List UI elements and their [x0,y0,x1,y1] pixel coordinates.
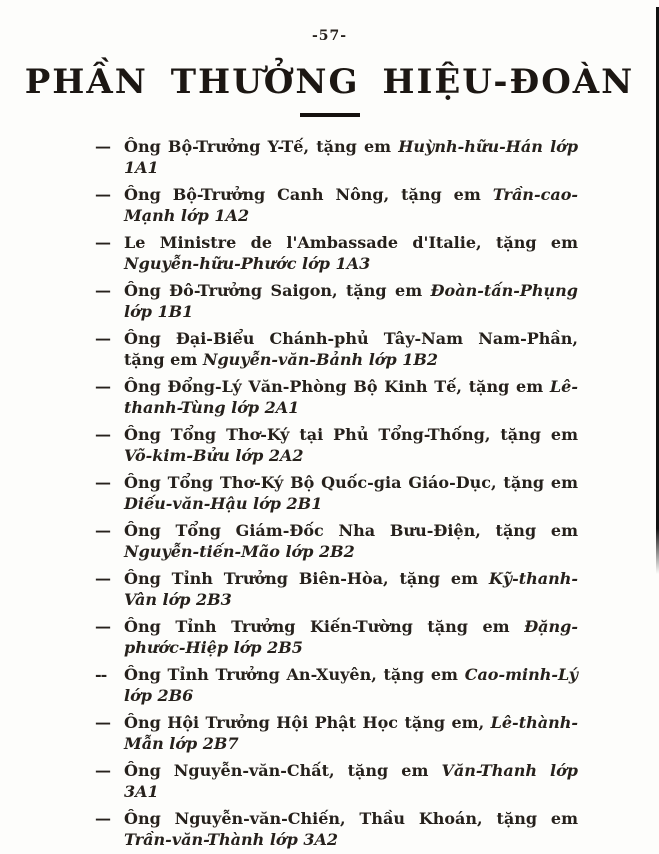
item-dash: — [95,473,110,492]
item-dash: — [95,617,110,636]
donor-text: Ông Đại-Biểu Chánh-phủ Tây-Nam Nam-Phần, tặng em [124,329,578,369]
page-title: PHẦN THƯỞNG HIỆU-ĐOÀN [24,62,635,102]
item-dash: -- [95,665,107,684]
recipient-name: Trần-văn-Thành lớp 3A2 [124,830,339,849]
recipient-name: Huỳnh-hữu-Hán lớp 1A1 [124,137,579,177]
recipient-name: Võ-kim-Bửu lớp 2A2 [124,446,304,465]
recipient-name: Đặng-phước-Hiệp lớp 2B5 [124,617,578,657]
recipient-name: Lê-thanh-Tùng lớp 2A1 [124,377,578,417]
recipient-name: Lê-thành-Mẫn lớp 2B7 [124,713,578,753]
recipient-name: Kỹ-thanh-Vân lớp 2B3 [124,569,579,609]
item-dash: — [95,809,110,828]
award-list-item [95,808,578,850]
donor-text: Ông Đô-Trưởng Saigon, tặng em [124,281,423,300]
page-number: -57- [311,28,348,44]
recipient-name: Nguyễn-văn-Bảnh lớp 1B2 [202,350,438,369]
award-list-item [95,760,578,802]
award-list-item [95,472,578,514]
award-list-item [95,184,578,226]
donor-text: Le Ministre de l'Ambassade d'Italie, tặng em [124,233,578,252]
title-divider [300,113,360,117]
award-list-item [95,232,578,274]
item-dash: — [95,329,110,348]
award-list-item [95,376,578,418]
award-list-item [95,664,578,706]
item-dash: — [95,521,110,540]
donor-text: Ông Nguyễn-văn-Chất, tặng em [124,761,429,780]
donor-text: Ông Tổng Thơ-Ký Bộ Quốc-gia Giáo-Dục, tặng em [124,473,578,492]
donor-text: Ông Nguyễn-văn-Chiến, Thầu Khoán, tặng em [124,809,578,828]
item-dash: — [95,233,110,252]
award-list-item [95,136,578,178]
award-list [95,136,578,850]
award-list-item [95,568,578,610]
item-dash: — [95,185,110,204]
award-list-item [95,712,578,754]
donor-text: Ông Tỉnh Trưởng An-Xuyên, tặng em [124,665,458,684]
item-dash: — [95,713,110,732]
recipient-name: Văn-Thanh lớp 3A1 [124,761,578,801]
item-dash: — [95,137,110,156]
donor-text: Ông Bộ-Trưởng Canh Nông, tặng em [124,185,481,204]
recipient-name: Nguyễn-hữu-Phước lớp 1A3 [124,254,371,273]
award-list-item [95,280,578,322]
donor-text: Ông Tỉnh Trưởng Kiến-Tường tặng em [124,617,510,636]
donor-text: Ông Tỉnh Trưởng Biên-Hòa, tặng em [124,569,479,588]
item-dash: — [95,377,110,396]
award-list-item [95,424,578,466]
donor-text: Ông Tổng Thơ-Ký tại Phủ Tổng-Thống, tặng em [124,425,578,444]
award-list-item [95,520,578,562]
award-list-item [95,616,578,658]
donor-text: Ông Bộ-Trưởng Y-Tế, tặng em [124,137,392,156]
donor-text: Ông Đổng-Lý Văn-Phòng Bộ Kinh Tế, tặng em [124,377,544,396]
item-dash: — [95,425,110,444]
item-dash: — [95,569,110,588]
donor-text: Ông Tổng Giám-Đốc Nha Bưu-Điện, tặng em [124,521,578,540]
item-dash: — [95,281,110,300]
recipient-name: Nguyễn-tiến-Mão lớp 2B2 [124,542,355,561]
item-dash: — [95,761,110,780]
recipient-name: Diếu-văn-Hậu lớp 2B1 [124,494,323,513]
recipient-name: Cao-minh-Lý lớp 2B6 [124,665,579,705]
recipient-name: Đoàn-tấn-Phụng lớp 1B1 [124,281,578,321]
recipient-name: Trần-cao-Mạnh lớp 1A2 [124,185,578,225]
award-list-item [95,328,578,370]
donor-text: Ông Hội Trưởng Hội Phật Học tặng em, [124,713,485,732]
